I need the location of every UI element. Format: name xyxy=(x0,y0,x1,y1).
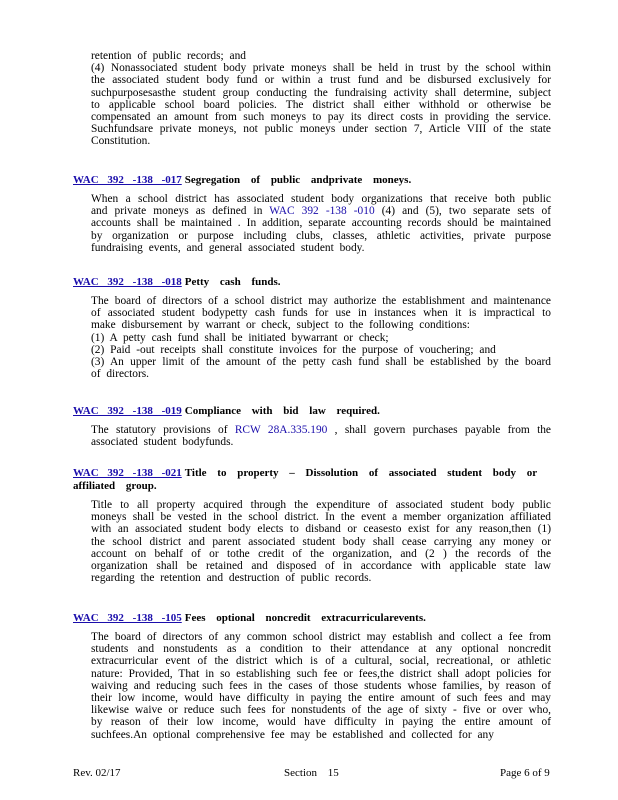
wac-link-021[interactable]: WAC 392 -138 -021 xyxy=(73,467,182,479)
section-body xyxy=(91,193,551,254)
footer-revision: Rev. 02/17 xyxy=(73,767,121,779)
section-body xyxy=(91,295,551,380)
wac-link-017[interactable]: WAC 392 -138 -017 xyxy=(73,174,182,186)
section-title: Petty cash funds. xyxy=(184,276,281,288)
body-text-a: When a school district has associated student body organizations that receive both public and private moneys as defined in xyxy=(91,193,551,218)
section-105 xyxy=(73,612,553,741)
body-text-b: (4) and (5), two separate sets of accounts shall be maintained . In addition, separate accounting records should be maintained by organization or purpose including clubs, classes, athletic activities, private purpose fundraising events, and general associated student body. xyxy=(91,205,552,254)
section-heading xyxy=(73,405,553,418)
wac-link-018[interactable]: WAC 392 -138 -018 xyxy=(73,276,182,288)
intro-line: retention of public records; and xyxy=(91,50,246,62)
section-body: The board of directors of any common school district may establish and collect a fee from students and nonstudents as a condition to their attendance at any optional noncredit extracurricular event of the district which is of a cultural, social, recreational, or athletic nature: Provided, That in so establishing such fee or fees,the district shall adopt policies for waiving and reducing such fees in the cases of those students whose families, by reason of their low income, would have difficulty in paying the entire amount of such fees and may likewise waive or reduce such fees for nonstudents of the age of sixty - five or over who, by reason of their low income, would have difficulty in paying the entire amount of suchfees.An optional comprehensive fee may be established and collected for any xyxy=(91,631,551,741)
wac-link-010[interactable]: WAC 392 -138 -010 xyxy=(269,205,375,218)
section-heading xyxy=(73,467,553,493)
intro-text xyxy=(91,50,551,148)
body-text-b: , shall govern purchases payable from the associated student bodyfunds. xyxy=(91,424,551,449)
section-heading xyxy=(73,276,553,289)
section-heading xyxy=(73,174,553,187)
section-title: Segregation of public andprivate moneys. xyxy=(184,174,412,186)
section-heading xyxy=(73,612,553,625)
intro-paragraph-4: (4) Nonassociated student body private moneys shall be held in trust by the school within the associated student body fund or within a trust fund and be disbursed exclusively for suchpurposesasthe student group conducting the fundraising activity shall determine, subject to applicable school board policies. The district shall either withhold or otherwise be compensated an amount from such moneys to pay its direct costs in providing the service. Suchfundsare private moneys, not public moneys under section 7, Article VIII of the state Constitution. xyxy=(91,62,551,148)
condition-item: (2) Paid -out receipts shall constitute invoices for the purpose of vouchering; and xyxy=(91,343,496,356)
condition-item: (1) A petty cash fund shall be initiated bywarrant or check; xyxy=(91,331,389,344)
body-intro: The board of directors of a school district may authorize the establishment and maintenance of associated student bodypetty cash funds for use in instances when it is impractical to make disbursement by warrant or check, subject to the following conditions: xyxy=(91,295,551,332)
section-021 xyxy=(73,467,553,584)
section-019 xyxy=(73,405,553,448)
section-018 xyxy=(73,276,553,380)
condition-item: (3) An upper limit of the amount of the petty cash fund shall be established by the board of directors. xyxy=(91,356,551,381)
wac-link-019[interactable]: WAC 392 -138 -019 xyxy=(73,405,182,417)
wac-link-105[interactable]: WAC 392 -138 -105 xyxy=(73,612,182,624)
section-017 xyxy=(73,174,553,254)
footer-section: Section 15 xyxy=(284,767,339,779)
section-title: Title to property – Dissolution of associated student body or affiliated group. xyxy=(73,467,537,492)
section-title: Fees optional noncredit extracurricularevents. xyxy=(184,612,426,624)
section-title: Compliance with bid law required. xyxy=(184,405,380,417)
section-body: Title to all property acquired through the expenditure of associated student body public moneys shall be vested in the school district. In the event a member organization affiliated with an associated student body elects to disband or ceasesto exist for any reason,then (1) the school district and parent associated student body shall cease carrying any money or account on behalf of or tothe credit of the organization, and (2 ) the records of the organization shall be retained and disposed of in accordance with applicable state law regarding the retention and destruction of public records. xyxy=(91,499,551,585)
section-body xyxy=(91,424,551,448)
rcw-link[interactable]: RCW 28A.335.190 xyxy=(234,424,328,436)
body-text-a: The statutory provisions of xyxy=(91,424,235,436)
footer-page-number: Page 6 of 9 xyxy=(500,767,550,779)
